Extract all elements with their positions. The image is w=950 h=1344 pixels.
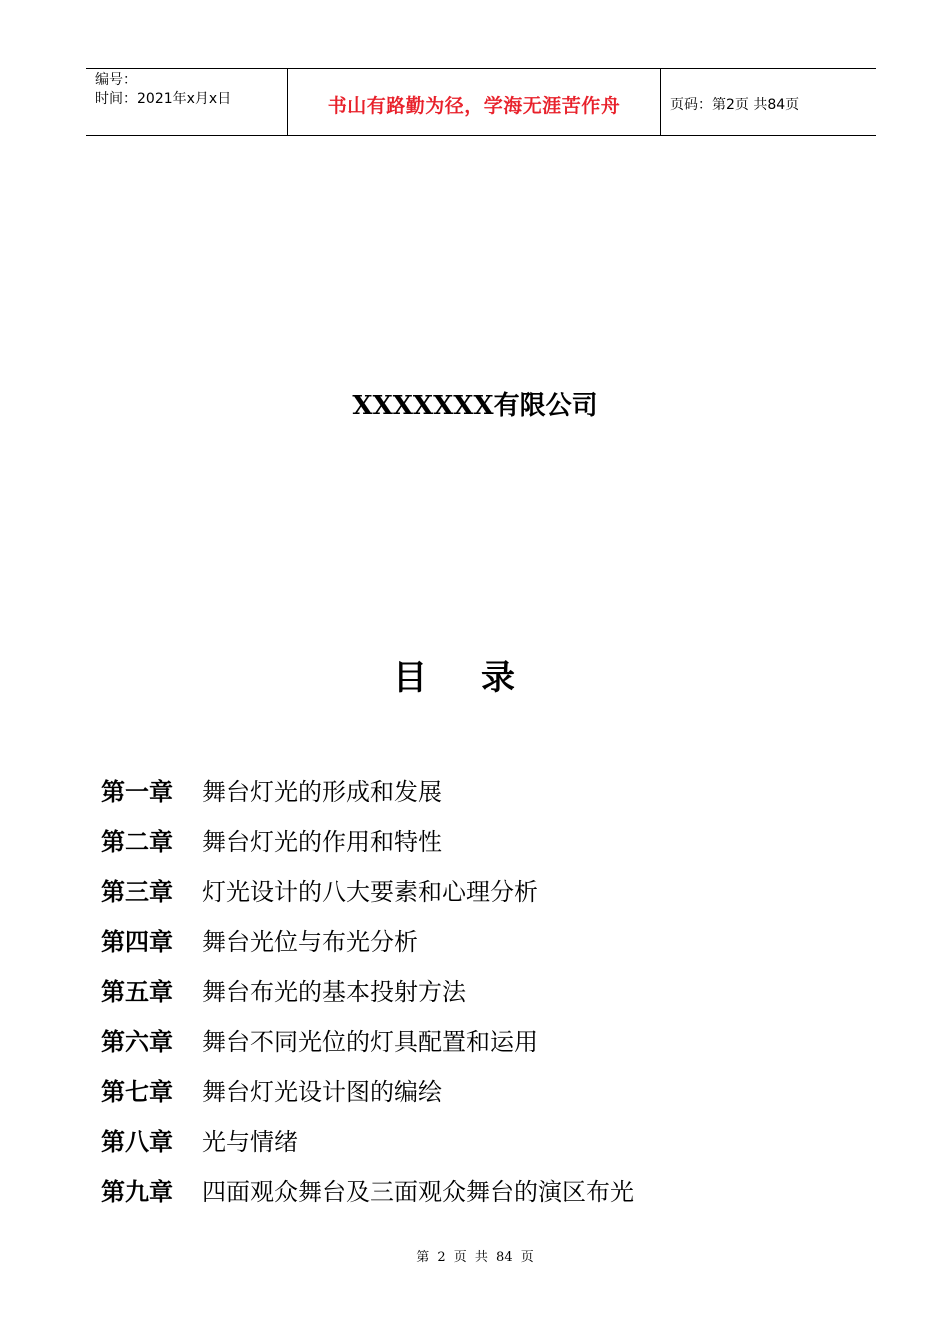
header-page-info-cell [661, 69, 876, 135]
toc-chapter-title: 舞台灯光的形成和发展 [202, 778, 442, 806]
company-name: XXXXXXX有限公司 [352, 391, 598, 421]
toc-item[interactable] [101, 772, 634, 822]
document-number-label: 编号： [95, 72, 137, 88]
toc-chapter-title: 四面观众舞台及三面观众舞台的演区布光 [202, 1178, 634, 1206]
toc-chapter-number: 第三章 [101, 878, 173, 906]
toc-chapter-title: 舞台光位与布光分析 [202, 928, 418, 956]
toc-chapter-title: 舞台不同光位的灯具配置和运用 [202, 1028, 538, 1056]
header-motto: 书山有路勤为径，学海无涯苦作舟 [327, 94, 621, 117]
toc-chapter-number: 第六章 [101, 1028, 173, 1056]
document-time-label: 时间：2021年x月x日 [95, 91, 232, 107]
toc-chapter-number: 第四章 [101, 928, 173, 956]
toc-chapter-title: 舞台布光的基本投射方法 [202, 978, 466, 1006]
toc-item[interactable] [101, 1022, 634, 1072]
header-page-info: 页码：第2页 共84页 [670, 97, 800, 113]
toc-chapter-title: 光与情绪 [202, 1128, 298, 1156]
header-motto-cell [287, 69, 661, 135]
table-of-contents [101, 772, 634, 1222]
toc-item[interactable] [101, 1122, 634, 1172]
toc-chapter-number: 第二章 [101, 828, 173, 856]
toc-chapter-number: 第八章 [101, 1128, 173, 1156]
toc-item[interactable] [101, 872, 634, 922]
toc-item[interactable] [101, 1072, 634, 1122]
page-footer: 第 2 页 共 84 页 [416, 1250, 534, 1265]
toc-title: 目录 [393, 658, 569, 698]
toc-chapter-number: 第五章 [101, 978, 173, 1006]
toc-item[interactable] [101, 822, 634, 872]
toc-item[interactable] [101, 1172, 634, 1222]
toc-chapter-number: 第一章 [101, 778, 173, 806]
toc-chapter-number: 第九章 [101, 1178, 173, 1206]
toc-chapter-title: 舞台灯光设计图的编绘 [202, 1078, 442, 1106]
toc-chapter-title: 舞台灯光的作用和特性 [202, 828, 442, 856]
page-header [86, 68, 876, 136]
header-meta [86, 69, 287, 135]
toc-chapter-title: 灯光设计的八大要素和心理分析 [202, 878, 538, 906]
toc-item[interactable] [101, 972, 634, 1022]
toc-item[interactable] [101, 922, 634, 972]
toc-chapter-number: 第七章 [101, 1078, 173, 1106]
